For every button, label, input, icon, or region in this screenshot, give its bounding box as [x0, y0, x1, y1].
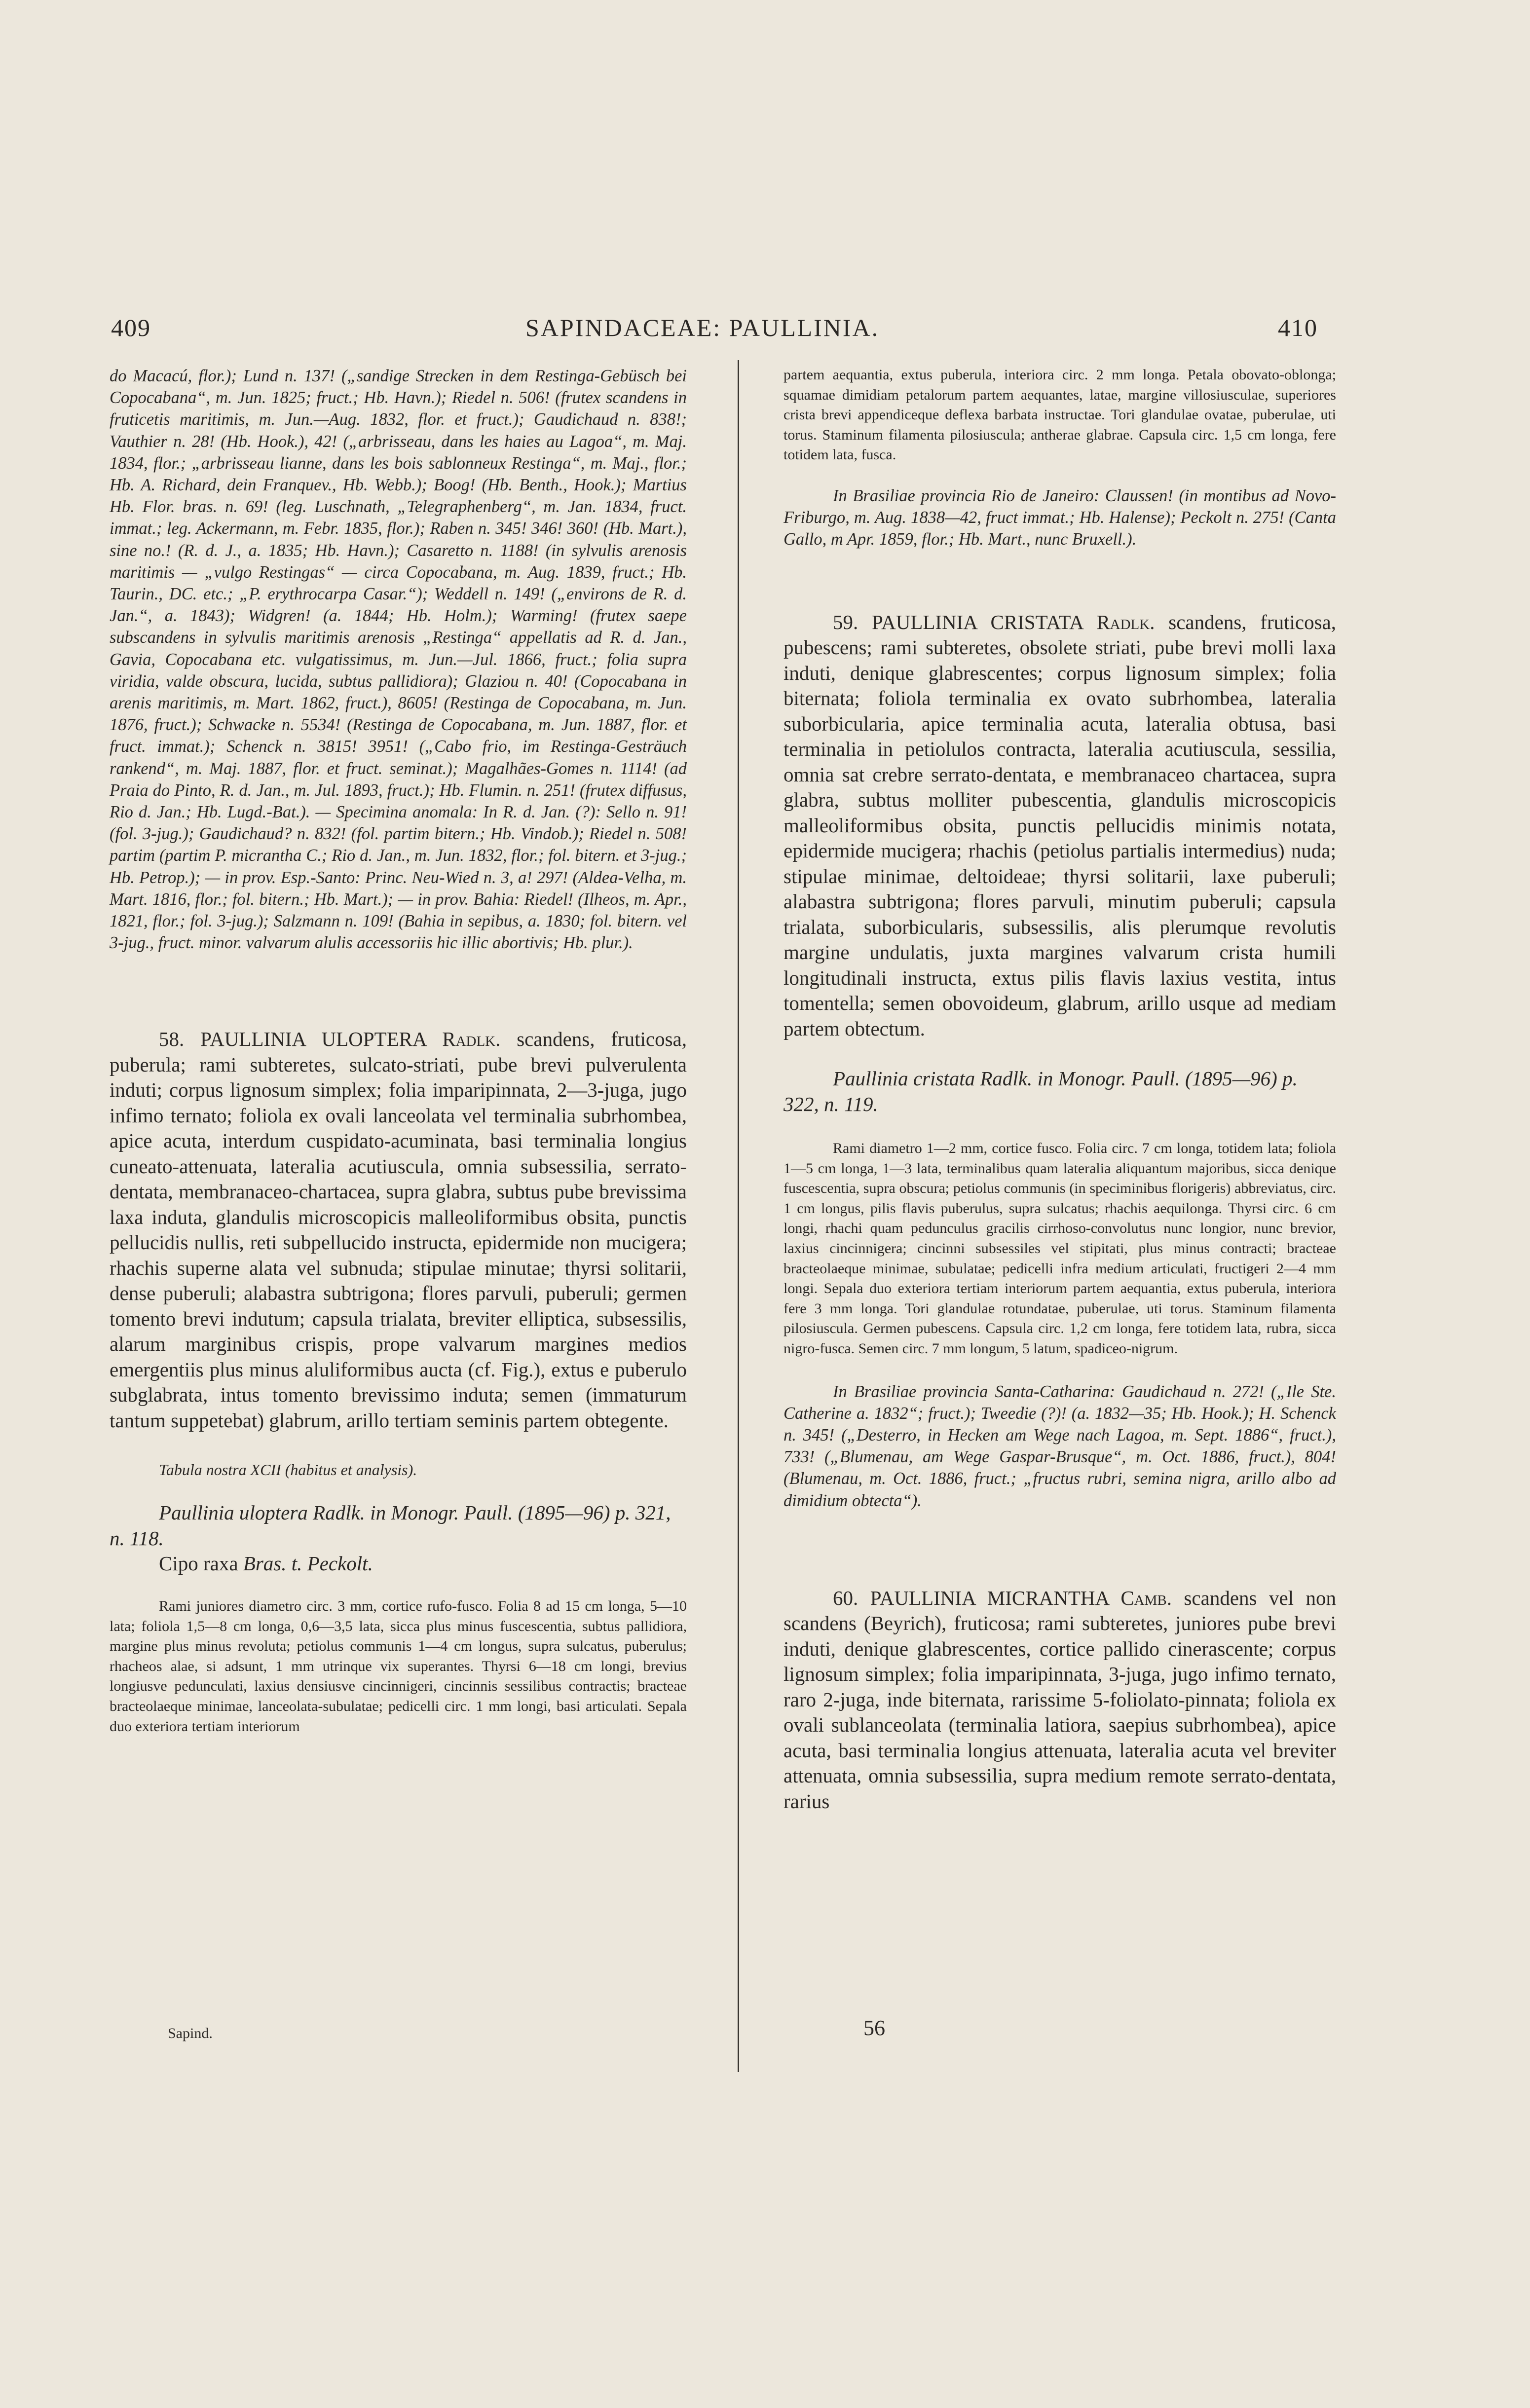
- species-58-diagnosis: scandens, fruticosa, puberula; rami subteretes, sulcato-striati, pube brevi pulverulenta induti; corpus lignosum simplex; folia imparipinnata, 2—3-juga, jugo infimo ternato; foliola ex ovali lanceolata vel terminalia subrhombea, apice acuta, interdum cuspidato-acuminata, basi terminalia longius cuneato-attenuata, lateralia acutiuscula, omnia subsessilia, serrato-dentata, membranaceo-chartacea, supra glabra, subtus pube brevissima laxa induta, glandulis microscopicis malleoliformibus obsita, punctis pellucidis nullis, reti subpellucido instructa, epidermide non mucigera; rhachis superne alata vel subnuda; stipulae minutae; thyrsi solitarii, dense puberuli; alabastra subtrigona; flores parvuli, puberuli; germen tomento brevi indutum; capsula trialata, breviter elliptica, subsessilis, alarum marginibus crispis, prope valvarum margines medios emergentiis plus minus aluliformibus aucta (cf. Fig.), extus e puberulo subglabrata, intus tomento brevissimo induta; semen (immaturum tantum suppetebat) glabrum, arillo tertiam seminis partem obtegente.: [110, 1028, 687, 1432]
- species-60-description: [784, 1586, 1336, 1815]
- page-number-left: 409: [111, 314, 151, 341]
- right-intro-localities: In Brasiliae provincia Rio de Janeiro: Claussen! (in montibus ad Novo-Friburgo, m. Aug. 1838—42, fruct immat.; Hb. Halense); Peckolt n. 275! (Canta Gallo, m Apr. 1859, flor.; Hb. Mart., nunc Bruxell.).: [784, 486, 1336, 549]
- footer-sheet-number: 56: [863, 2016, 885, 2040]
- species-58-description: [110, 1027, 687, 1433]
- left-column: [110, 365, 687, 1737]
- species-59-reference: Paullinia cristata Radlk. in Monogr. Paull. (1895—96) p. 322, n. 119.: [784, 1067, 1298, 1115]
- species-60-diagnosis: scandens vel non scandens (Beyrich), fruticosa; rami subteretes, juniores pube brevi induti, denique glabrescentes, cortice pallido cinerascente; corpus lignosum simplex; folia imparipinnata, 3-juga, jugo infimo ternato, raro 2-juga, inde biternata, rarissime 5-foliolato-pinnata; foliola ex ovali sublanceolata (terminalia latiora, saepius subrhombea), apice acuta, basi terminalia longius attenuata, lateralia acuta vel breviter attenuata, omnia subsessilia, supra medium remote serrato-dentata, rarius: [784, 1586, 1337, 1813]
- right-intro-notes: partem aequantia, extus puberula, interiora circ. 2 mm longa. Petala obovato-oblonga; squamae dimidiam petalorum partem aequantes, latae, margine villosiusculae, superiores crista brevi appendiceque deflexa barbata instructae. Tori glandulae ovatae, puberulae, uti torus. Staminum filamenta pilosiuscula; antherae glabrae. Capsula circ. 1,5 cm longa, fere totidem lata, fusca.: [784, 367, 1336, 463]
- species-59-diagnosis: scandens, fruticosa, pubescens; rami subteretes, obsolete striati, pube brevi molli laxa induti, denique glabrescentes; corpus lignosum simplex; folia biternata; foliola terminalia ex ovato subrhombea, lateralia suborbicularia, apice terminalia acuta, lateralia obtusa, basi terminalia in petiolulos contracta, lateralia acutiuscula, sessilia, omnia sat crebre serrato-dentata, e membranaceo chartacea, supra glabra, subtus molliter pubescentia, glandulis microscopicis malleoliformibus obsita, punctis pellucidis minimis notata, epidermide mucigera; rhachis (petiolus partialis intermedius) nuda; stipulae minimae, deltoideae; thyrsi solitarii, laxe puberuli; alabastra subtrigona; flores parvuli, minutim puberuli; capsula trialata, suborbicularis, subsessilis, alis plerumque revolutis margine undulatis, juxta margines valvarum crista humili longitudinali instructa, extus pilis flavis laxius vestita, intus tomentella; semen obovoideum, glabrum, arillo usque ad mediam partem obtectum.: [784, 610, 1337, 1040]
- species-58-notes: Rami juniores diametro circ. 3 mm, cortice rufo-fusco. Folia 8 ad 15 cm longa, 5—10 lata; foliola 1,5—8 cm longa, 0,6—3,5 lata, sicca plus minus fuscescentia, subtus pallidiora, margine plus minus revoluta; petiolus communis 1—4 cm longus, supra sulcatus, puberulus; rhacheos alae, si adsunt, 1 mm utrinque vix superantes. Thyrsi 6—18 cm longi, brevius longiusve pedunculati, laxius densiusve cincinnigeri, cincinnis sessilibus contractis; bracteae bracteolaeque minimae, lanceolata-subulatae; pedicelli circ. 1 mm longi, basi articulati. Sepala duo exteriora tertiam interiorum: [110, 1597, 687, 1735]
- species-60-author: Camb.: [1120, 1586, 1172, 1609]
- species-60-heading: 60. PAULLINIA MICRANTHA: [833, 1586, 1109, 1609]
- running-title: SAPINDACEAE: PAULLINIA.: [525, 314, 880, 341]
- species-59-description: [784, 610, 1336, 1042]
- page-number-right: 410: [1278, 314, 1318, 341]
- column-divider: [738, 360, 739, 2072]
- species-58-reference: Paullinia uloptera Radlk. in Monogr. Paull. (1895—96) p. 321, n. 118.: [110, 1501, 671, 1550]
- species-59-author: Radlk.: [1096, 610, 1155, 633]
- right-column: [784, 365, 1336, 1814]
- left-intro-localities: do Macacú, flor.); Lund n. 137! („sandige Strecken in dem Restinga-Gebüsch bei Copocabana“, m. Jun. 1825; fruct.; Hb. Havn.); Riedel n. 506! (frutex scandens in fruticetis maritimis, m. Jun.—Aug. 1832, flor. et fruct.); Gaudichaud n. 838!; Vauthier n. 28! (Hb. Hook.), 42! („arbrisseau, dans les haies au Lagoa“, m. Maj. 1834, flor.; „arbrisseau lianne, dans les bois sablonneux Restinga“, m. Maj., flor.; Hb. A. Richard, dein Franquev., Hb. Webb.); Boog! (Hb. Benth., Hook.); Martius Hb. Flor. bras. n. 69! (leg. Luschnath, „Telegraphenberg“, m. Jan. 1834, fruct. immat.; leg. Ackermann, m. Febr. 1835, flor.); Raben n. 345! 346! 360! (Hb. Mart.), sine no.! (R. d. J., a. 1835; Hb. Havn.); Casaretto n. 1188! (in sylvulis arenosis maritimis — „vulgo Restingas“ — circa Copocabana, m. Aug. 1839, fruct.; Hb. Taurin., DC. etc.; „P. erythrocarpa Casar.“); Weddell n. 149! („environs de R. d. Jan.“, a. 1843); Widgren! (a. 1844; Hb. Holm.); Warming! (frutex saepe subscandens in sylvulis maritimis arenosis „Restinga“ appellatis ad R. d. Jan., Gavia, Copocabana etc. vulgatissimus, m. Jun.—Jul. 1866, fruct.; folia supra viridia, valde obscura, lucida, subtus pallidiora); Glaziou n. 40! (Copocabana in arenis maritimis, m. Mart. 1862, fruct.), 8605! (Restinga de Copocabana, m. Jun. 1876, fruct.); Schwacke n. 5534! (Restinga de Copocabana, m. Jun. 1887, flor. et fruct. immat.); Schenck n. 3815! 3951! („Cabo frio, im Restinga-Gesträuch rankend“, m. Maj. 1887, flor. et fruct. seminat.); Magalhães-Gomes n. 1114! (ad Praia do Pinto, R. d. Jan., m. Jul. 1893, fruct.); Hb. Flumin. n. 251! (frutex diffusus, Rio d. Jan.; Hb. Lugd.-Bat.). — Specimina anomala: In R. d. Jan. (?): Sello n. 91! (fol. 3-jug.); Gaudichaud? n. 832! (fol. partim bitern.; Hb. Vindob.); Riedel n. 508! partim (partim P. micrantha C.; Rio d. Jan., m. Jun. 1832, flor.; fol. bitern. et 3-jug.; Hb. Petrop.); — in prov. Esp.-Santo: Princ. Neu-Wied n. 3, a! 297! (Aldea-Velha, m. Mart. 1816, flor.; fol. bitern.; Hb. Mart.); — in prov. Bahia: Riedel! (Ilheos, m. Apr., 1821, flor.; fol. 3-jug.); Salzmann n. 109! (Bahia in sepibus, a. 1830; fol. bitern. vel 3-jug., fruct. minor. valvarum alulis accessoriis hic illic abortivis; Hb. plur.).: [110, 367, 687, 953]
- species-58-heading: 58. PAULLINIA ULOPTERA: [159, 1028, 426, 1051]
- species-58-author: Radlk.: [442, 1028, 501, 1051]
- footer-signature: Sapind.: [168, 2025, 213, 2041]
- species-59-notes: Rami diametro 1—2 mm, cortice fusco. Folia circ. 7 cm longa, totidem lata; foliola 1—5 cm longa, 1—3 lata, terminalibus quam lateralia aliquantum majoribus, sicca denique fuscescentia, supra obscura; petiolus communis (in speciminibus florigeris) abbreviatus, circ. 1 cm longus, pilis flavis puberulus, supra sulcatus; rhachis aequilonga. Thyrsi circ. 6 cm longi, rhachi quam pedunculus gracilis cirrhoso-convolutus nunc longior, nunc brevior, laxius cincinnigera; cincinni subsessiles vel stipitati, plus minus contracti; bracteae bracteolaeque minimae, subulatae; pedicelli infra medium articulati, fructigeri 2—4 mm longi. Sepala duo exteriora tertiam interiorum partem aequantia, extus puberula, interiora fere 3 mm longa. Tori glandulae rotundatae, puberulae, uti torus. Staminum filamenta pilosiuscula. Germen pubescens. Capsula circ. 1,2 cm longa, fere totidem lata, rubra, sicca nigro-fusca. Semen circ. 7 mm longum, 5 latum, spadiceo-nigrum.: [784, 1140, 1336, 1357]
- species-58-common-name-source: Bras. t. Peckolt.: [243, 1552, 373, 1575]
- species-58-common-name: [110, 1551, 687, 1577]
- species-58-tabula: Tabula nostra XCII (habitus et analysis).: [159, 1461, 417, 1479]
- species-58-common-name-text: Cipo raxa: [159, 1552, 238, 1575]
- species-59-localities: In Brasiliae provincia Santa-Catharina: Gaudichaud n. 272! („Ile Ste. Catherine a. 1832“; fruct.); Tweedie (?)! (a. 1832—35; Hb. Hook.); H. Schenck n. 345! („Desterro, in Hecken am Wege nach Lagoa, m. Sept. 1886“, fruct.), 733! („Blumenau, am Wege Gaspar-Brusque“, m. Oct. 1886, fruct.), 804! (Blumenau, m. Oct. 1886, fruct.; „fructus rubri, semina nigra, arillo albo ad dimidium obtecta“).: [784, 1382, 1336, 1510]
- species-59-heading: 59. PAULLINIA CRISTATA: [833, 610, 1083, 633]
